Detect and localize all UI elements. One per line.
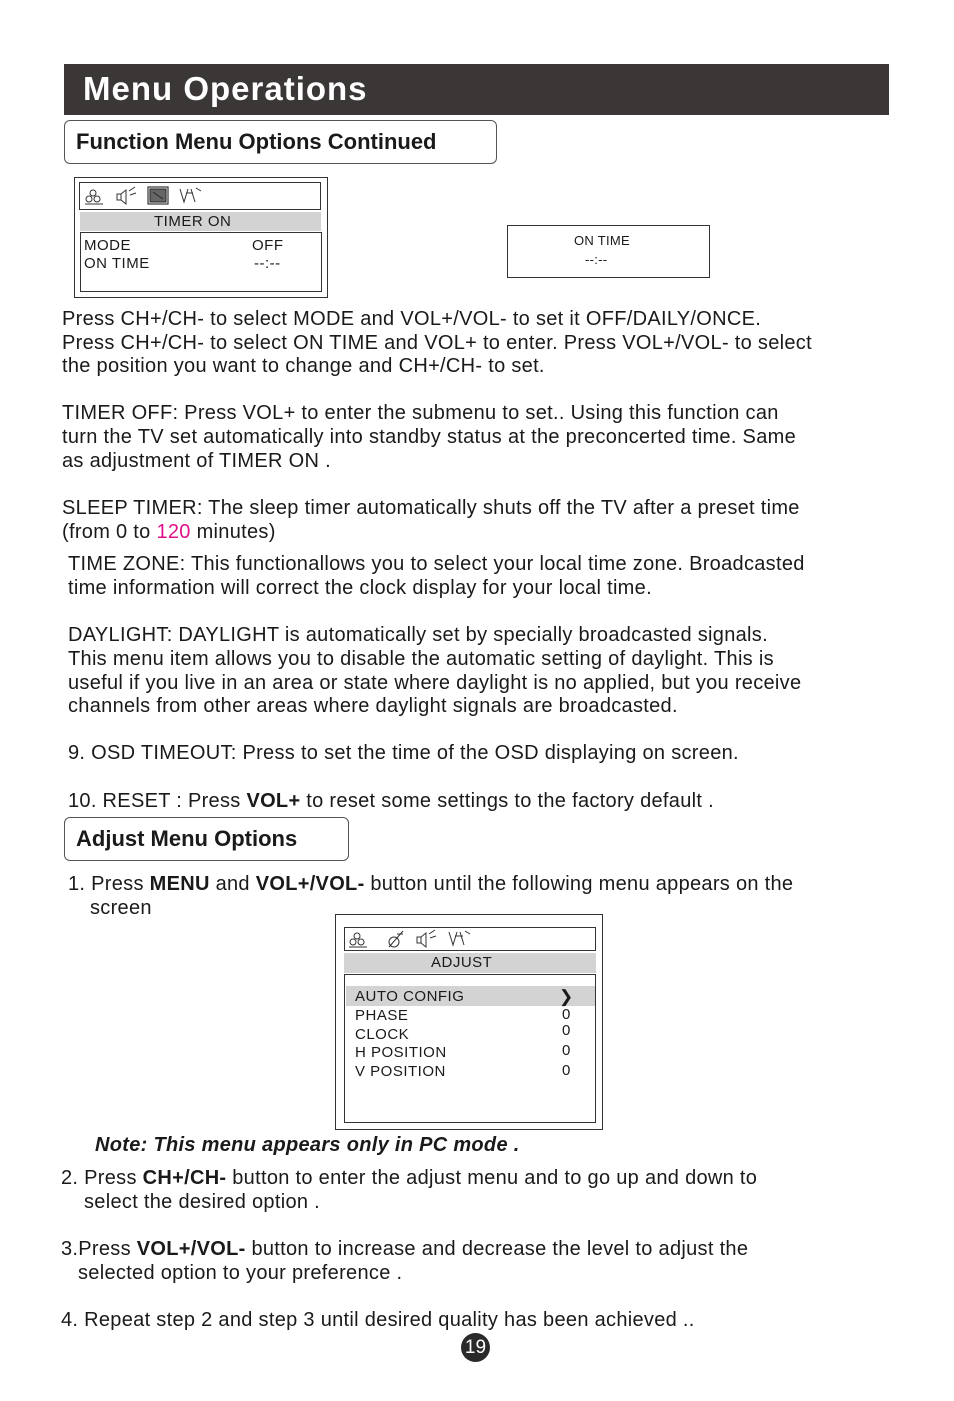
step1-key-menu: MENU — [149, 873, 210, 895]
timer-row-ontime-label[interactable]: ON TIME — [84, 255, 150, 272]
adjust-row-auto-config[interactable]: AUTO CONFIG — [355, 988, 465, 1005]
sleep-max-value: 120 — [156, 521, 191, 543]
timer-off-line-1: TIMER OFF: Press VOL+ to enter the submenu to set.. Using this function can — [62, 402, 779, 424]
timer-off-line-3: as adjustment of TIMER ON . — [62, 450, 331, 472]
page-number: 19 — [461, 1333, 490, 1362]
timer-row-mode-label[interactable]: MODE — [84, 237, 131, 254]
on-time-value: --:-- — [585, 252, 608, 267]
reset-key: VOL+ — [246, 790, 301, 812]
adjust-menu-body — [344, 974, 596, 1123]
page-title-bar — [64, 64, 889, 115]
timer-on-line-3: the position you want to change and CH+/CH- to set. — [62, 355, 545, 377]
pc-mode-note: Note: This menu appears only in PC mode . — [95, 1134, 520, 1156]
adjust-row-phase-value: 0 — [562, 1006, 571, 1023]
timer-off-line-2: turn the TV set automatically into standby status at the preconcerted time. Same — [62, 426, 796, 448]
adjust-menu-title: ADJUST — [431, 954, 493, 971]
section-adjust — [64, 817, 349, 861]
sound-icon — [117, 187, 136, 204]
adjust-row-phase[interactable]: PHASE — [355, 1007, 409, 1024]
timezone-line-1: TIME ZONE: This functionallows you to select your local time zone. Broadcasted — [68, 553, 805, 575]
pc-icon — [389, 931, 403, 947]
step1-line-2: screen — [90, 897, 152, 919]
sleep-line-2 — [62, 520, 276, 544]
step1-line-1 — [68, 872, 793, 896]
daylight-line-1: DAYLIGHT: DAYLIGHT is automatically set by specially broadcasted signals. — [68, 624, 768, 646]
adjust-row-v-position[interactable]: V POSITION — [355, 1063, 446, 1080]
function-icon — [449, 931, 470, 945]
step2-text-c: button to enter the adjust menu and to go up and down to — [226, 1167, 758, 1189]
step1-key-vol: VOL+/VOL- — [255, 873, 365, 895]
timer-row-mode-value: OFF — [252, 237, 284, 254]
adjust-row-clock[interactable]: CLOCK — [355, 1026, 410, 1043]
chevron-right-icon[interactable]: ❯ — [559, 987, 574, 1006]
picture-icon — [349, 933, 367, 947]
adjust-menu-icon-bar — [344, 927, 596, 951]
step1-text-a: 1. Press — [68, 873, 150, 895]
timer-menu — [74, 177, 328, 298]
tv-icon — [148, 187, 168, 204]
daylight-line-3: useful if you live in an area or state where daylight is no applied, but you receive — [68, 672, 802, 694]
step3-text-a: 3.Press — [61, 1238, 137, 1260]
sleep-text-c: minutes) — [190, 521, 276, 543]
osd-timeout-line: 9. OSD TIMEOUT: Press to set the time of the OSD displaying on screen. — [68, 742, 739, 764]
step1-text-e: button until the following menu appears on the — [364, 873, 794, 895]
adjust-row-clock-value: 0 — [562, 1022, 571, 1039]
function-icon — [180, 188, 201, 202]
step3-key: VOL+/VOL- — [136, 1238, 246, 1260]
on-time-box — [507, 225, 710, 278]
step3-line-2: selected option to your preference . — [78, 1262, 403, 1284]
section-title: Function Menu Options Continued — [76, 129, 437, 154]
adjust-menu — [335, 914, 603, 1130]
timer-on-line-1: Press CH+/CH- to select MODE and VOL+/VOL- to set it OFF/DAILY/ONCE. — [62, 308, 762, 330]
on-time-label: ON TIME — [574, 233, 631, 248]
reset-line — [68, 789, 714, 813]
step3-line-1 — [61, 1237, 748, 1261]
section-title: Adjust Menu Options — [76, 826, 298, 851]
timer-menu-body — [80, 232, 322, 292]
step3-text-c: button to increase and decrease the level to adjust the — [245, 1238, 749, 1260]
reset-text-a: 10. RESET : Press — [68, 790, 247, 812]
section-function-continued — [64, 120, 497, 164]
daylight-line-2: This menu item allows you to disable the automatic setting of daylight. This is — [68, 648, 774, 670]
timezone-line-2: time information will correct the clock display for your local time. — [68, 577, 652, 599]
sleep-line-1: SLEEP TIMER: The sleep timer automatically shuts off the TV after a preset time — [62, 497, 800, 519]
step2-line-1 — [61, 1166, 757, 1190]
sleep-text-a: (from 0 to — [62, 521, 157, 543]
timer-menu-icons — [83, 183, 223, 209]
sound-icon — [417, 930, 436, 947]
timer-menu-title: TIMER ON — [154, 213, 232, 230]
adjust-row-h-position[interactable]: H POSITION — [355, 1044, 447, 1061]
daylight-line-4: channels from other areas where daylight signals are broadcasted. — [68, 695, 678, 717]
step2-line-2: select the desired option . — [84, 1191, 321, 1213]
step4-line: 4. Repeat step 2 and step 3 until desired quality has been achieved .. — [61, 1309, 695, 1331]
step2-key: CH+/CH- — [142, 1167, 227, 1189]
reset-text-c: to reset some settings to the factory default . — [300, 790, 714, 812]
adjust-row-h-position-value: 0 — [562, 1042, 571, 1059]
picture-icon — [85, 190, 103, 204]
page-title: Menu Operations — [83, 70, 368, 107]
timer-menu-icon-bar — [79, 182, 321, 210]
adjust-row-v-position-value: 0 — [562, 1062, 571, 1079]
timer-row-ontime-value: --:-- — [254, 255, 281, 272]
step2-text-a: 2. Press — [61, 1167, 143, 1189]
step1-text-c: and — [209, 873, 256, 895]
timer-on-line-2: Press CH+/CH- to select ON TIME and VOL+ to enter. Press VOL+/VOL- to select — [62, 332, 812, 354]
adjust-menu-icons — [347, 928, 487, 950]
